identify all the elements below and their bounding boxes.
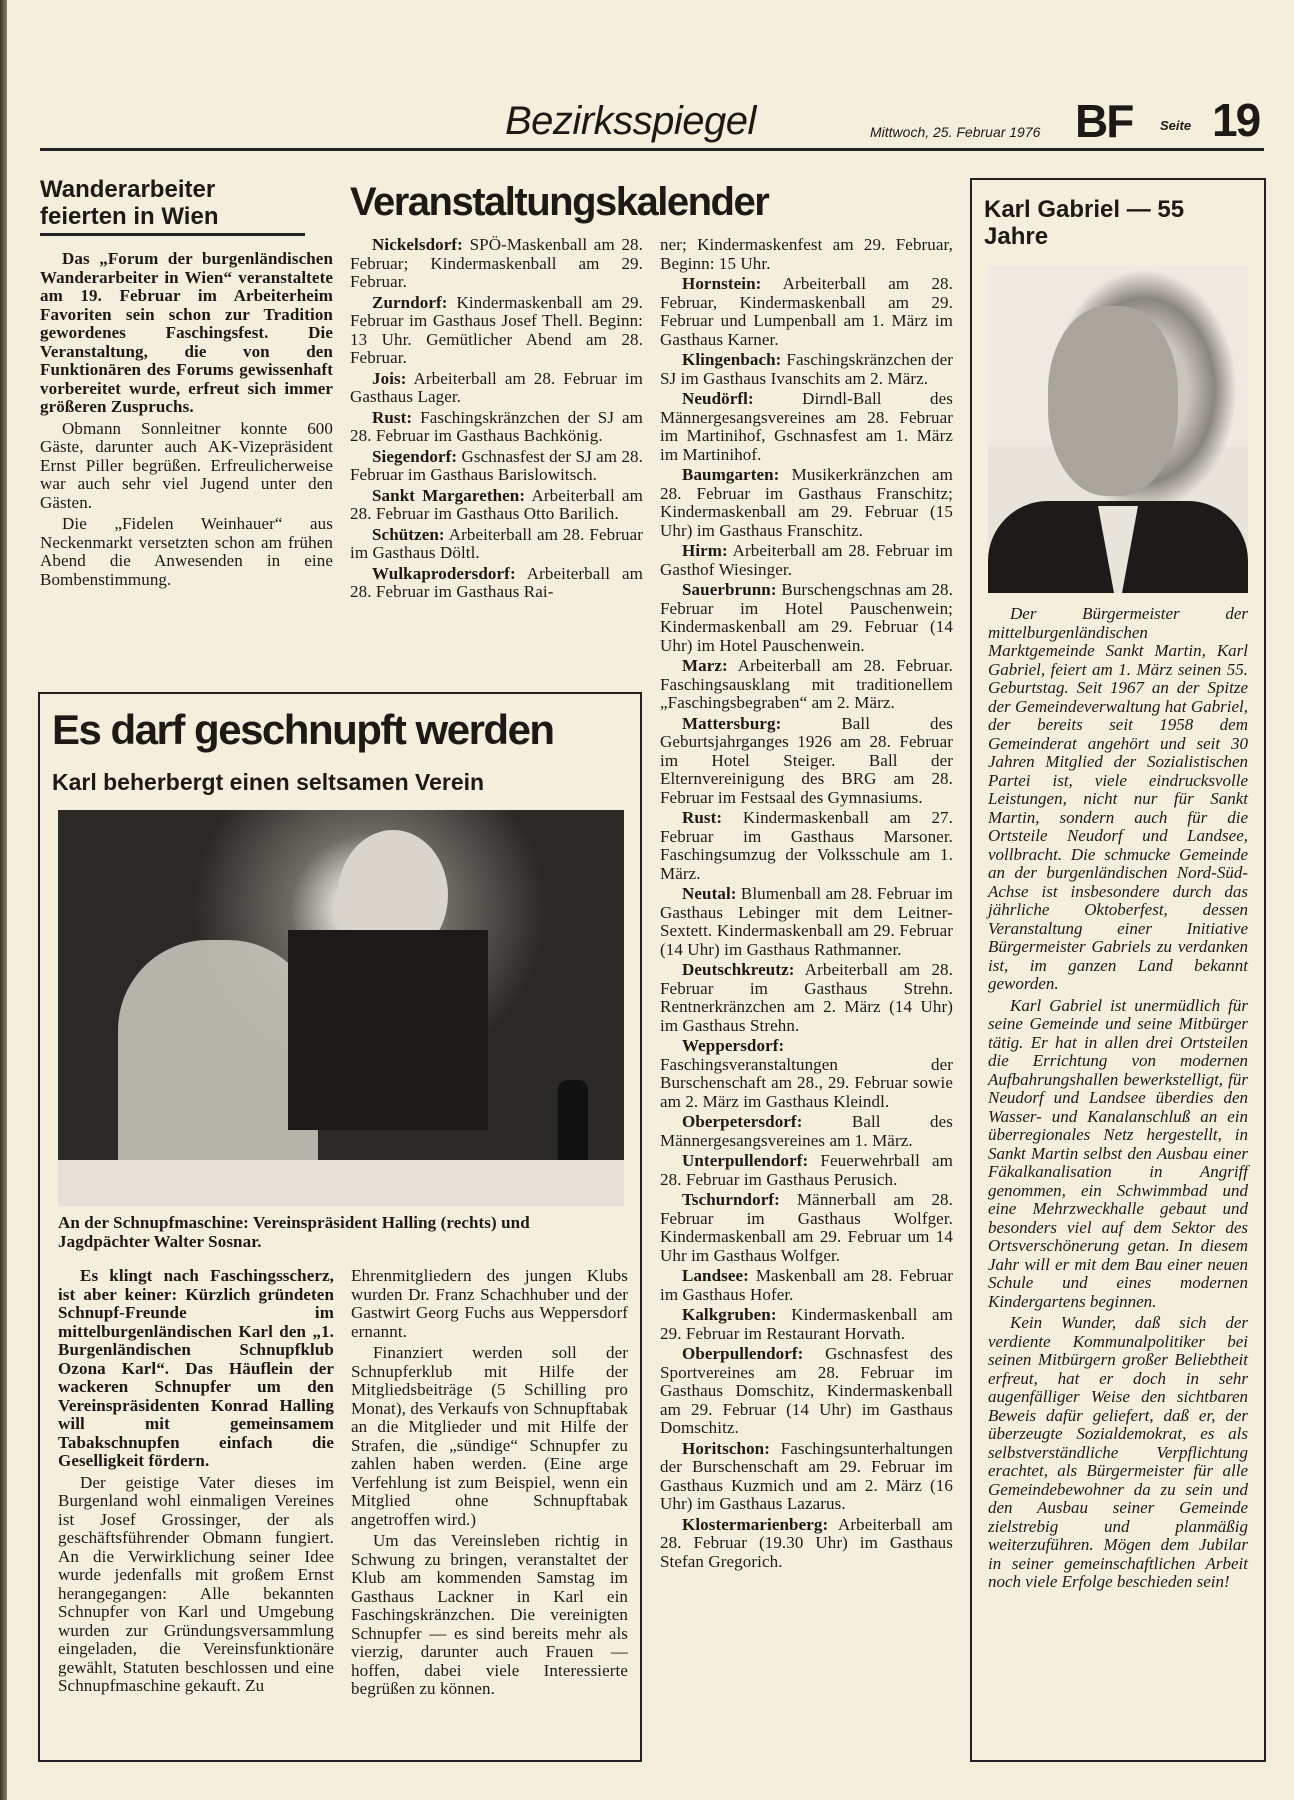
page-number: 19 (1212, 94, 1260, 146)
kalender-details: Blumenball am 28. Februar im Gasthaus Lebinger mit dem Leitner-Sextett. Kindermaskenball am 29. Februar (14 Uhr) im Gasthaus Rathmanner. (660, 884, 953, 959)
article-subtitle: Karl beherbergt einen seltsamen Verein (52, 769, 485, 795)
kalender-place: Schützen: (372, 524, 445, 544)
kalender-entry (350, 487, 643, 524)
kalender-entry (660, 1516, 953, 1572)
kalender-place: Nickelsdorf: (372, 235, 463, 254)
photo-table (58, 1160, 624, 1206)
article-headline: Wanderarbeiter feierten in Wien (40, 176, 305, 236)
kalender-place: Baumgarten: (682, 465, 780, 484)
article-body (988, 605, 1248, 1595)
kalender-place: Sauerbrunn: (682, 580, 777, 599)
kalender-place: Unterpullendorf: (682, 1151, 809, 1170)
kalender-entry (660, 1191, 953, 1265)
kalender-details: Faschingsunterhaltungen der Burschenschaft am 29. Februar im Gasthaus Kuzmich und am 2. März (16 Uhr) im Gasthaus Lazarus. (660, 1438, 953, 1513)
kalender-details: Kindermaskenball am 27. Februar im Gasthaus Marsoner. Faschingsumzug der Volksschule am 1. März. (660, 808, 953, 883)
kalender-details: Burschengschnas am 28. Februar im Hotel Pauschenwein; Kindermaskenball am 29. Februar (14 Uhr) im Hotel Pauschenwein. (660, 580, 953, 655)
page-binding-edge (0, 0, 7, 1800)
kalender-place: Hirm: (682, 541, 728, 560)
page-label: Seite (1160, 118, 1192, 133)
kalender-entry (660, 1037, 953, 1111)
article-paragraph: Obmann Sonnleitner konnte 600 Gäste, darunter auch AK-Vizepräsident Ernst Piller begrüßen. Erfreulicherweise war auch sehr viel Jugend unter den Gästen. (40, 418, 333, 512)
kalender-entry (660, 1345, 953, 1438)
kalender-details: Arbeiterball am 28. Februar im Gasthaus Döltl. (350, 524, 643, 562)
article-paragraph: Die „Fidelen Weinhauer“ aus Neckenmarkt versetzten schon am frühen Abend die Anwesenden in eine Bombenstimmung. (40, 514, 333, 589)
kalender-details: Faschingsveranstaltungen der Burschenschaft am 28., 29. Februar sowie am 2. März im Gasthaus Kleindl. (660, 1054, 953, 1111)
kalender-details: Gschnasfest des Sportvereines am 28. Februar im Gasthaus Domschitz, Kindermaskenball am 29. Februar (14 Uhr) im Gasthaus Domschitz. (660, 1344, 953, 1437)
kalender-entry (660, 1267, 953, 1304)
kalender-entry (350, 370, 643, 407)
article-paragraph: Um das Vereinsleben richtig in Schwung zu bringen, veranstaltet der Klub am kommenden Samstag im Gasthaus Lackner in Karl ein Faschingskränzchen. Die vereinigten Schnupfer — es sind bereits mehr als vierzig, darunter auch Frauen — hoffen, dabei viele Interessierte begrüßen zu können. (351, 1531, 628, 1698)
kalender-details: Arbeiterball am 28. Februar (19.30 Uhr) im Gasthaus Stefan Gregorich. (660, 1514, 953, 1571)
kalender-details: Arbeiterball am 28. Februar. Faschingsausklang mit traditionellem „Faschingsbegraben“ am 2. März. (660, 656, 953, 712)
kalender-column-2 (660, 236, 953, 1573)
kalender-details: Gschnasfest der SJ am 28. Februar im Gasthaus Barislowitsch. (350, 446, 643, 484)
kalender-place: Neutal: (682, 884, 737, 903)
article-paragraph: Ehrenmitgliedern des jungen Klubs wurden Dr. Franz Schachhuber und der Gastwirt Georg Fuchs aus Weppersdorf ernannt. (351, 1266, 628, 1341)
kalender-details: Arbeiterball am 28. Februar im Gasthaus Strehn. Rentnerkränzchen am 2. März (14 Uhr) im Gasthaus Strehn. (660, 960, 953, 1035)
kalender-place: Zurndorf: (372, 292, 448, 312)
kalender-details: Ball des Männergesangsvereines am 1. März. (660, 1112, 953, 1150)
kalender-entry (660, 1113, 953, 1150)
kalender-details: Arbeiterball am 28. Februar im Gasthaus Rai- (350, 563, 643, 601)
kalender-details: Arbeiterball am 28. Februar im Gasthaus Lager. (350, 368, 643, 406)
kalender-entry (660, 275, 953, 349)
kalender-entry (350, 565, 643, 602)
kalender-place: Marz: (682, 656, 728, 675)
kalender-place: Neudörfl: (682, 389, 754, 408)
kalender-place: Jois: (372, 368, 407, 388)
kalender-entry (660, 715, 953, 808)
kalender-entry (660, 390, 953, 464)
article-body (40, 250, 333, 589)
kalender-headline: Veranstaltungskalender (350, 180, 769, 224)
article-lead: Es klingt nach Faschingsscherz, ist aber keiner: Kürzlich gründeten Schnupf-Freunde im mittelburgenländischen Karl den „1. Burgenländischen Schnupfklub Ozona Karl“. Das Häuflein der wackeren Schnupfer um den Vereinspräsidenten Konrad Halling will mit gemeinsamem Tabakschnupfen einfach die Geselligkeit fördern. (58, 1266, 334, 1470)
kalender-place: Oberpetersdorf: (682, 1112, 803, 1131)
kalender-place: Hornstein: (682, 274, 762, 293)
kalender-details: Kindermaskenball am 29. Februar im Gasthaus Josef Thell. Beginn: 13 Uhr. Gemütlicher Abend am 28. Februar. (350, 292, 643, 367)
kalender-entry (350, 526, 643, 563)
kalender-place: Kalkgruben: (682, 1305, 777, 1324)
kalender-details: Feuerwehrball am 28. Februar im Gasthaus Perusich. (660, 1151, 953, 1189)
kalender-place: Tschurndorf: (682, 1190, 780, 1209)
kalender-details: Faschingskränzchen der SJ am 28. Februar im Gasthaus Bachkönig. (350, 407, 643, 445)
kalender-entry (660, 581, 953, 655)
kalender-entry (660, 1152, 953, 1189)
kalender-place: Horitschon: (682, 1438, 770, 1458)
kalender-place: Deutschkreutz: (682, 960, 795, 979)
kalender-entry (350, 409, 643, 446)
kalender-place: Mattersburg: (682, 713, 782, 733)
photo-caption: An der Schnupfmaschine: Vereinspräsident Halling (rechts) und Jagdpächter Walter Sosnar. (58, 1213, 530, 1251)
kalender-entry (660, 1440, 953, 1514)
kalender-continuation: ner; Kindermaskenfest am 29. Februar, Beginn: 15 Uhr. (660, 235, 953, 273)
kalender-place: Landsee: (682, 1266, 749, 1285)
paper-logo: BF (1075, 95, 1133, 147)
photo-figure (288, 930, 488, 1130)
article-wanderarbeiter (40, 176, 333, 592)
kalender-entry (660, 809, 953, 883)
article-paragraph: Der geistige Vater dieses im Burgenland wohl einmaligen Vereines ist Josef Grossinger, der als geschäftsführender Obmann fungiert. An die Verwirklichung seiner Idee wurde jedenfalls mit großem Ernst herangegangen: Alle bekannten Schnupfer von Karl und Umgebung wurden zur Gründungsversammlung eingeladen, die Vereinsfunktionäre gewählt, Statuten beschlossen und eine Schnupfmaschine gekauft. Zu (58, 1472, 334, 1695)
article-headline: Karl Gabriel — 55 Jahre (984, 196, 1185, 250)
kalender-details: Faschingskränzchen der SJ im Gasthaus Ivanschits am 2. März. (660, 350, 953, 388)
kalender-details: Musikerkränzchen am 28. Februar im Gasthaus Franschitz; Kindermaskenball am 29. Februar (15 Uhr) im Gasthaus Franschitz. (660, 465, 953, 540)
article-lead: Das „Forum der burgenländischen Wanderarbeiter in Wien“ veranstaltete am 19. Februar im Arbeiterheim Favoriten sein schon zur Tradition gewordenes Faschingsfest. Die Veranstaltung, die von den Funktionären des Forums gewissenhaft vorbereitet wurde, erfreut sich immer größeren Zuspruchs. (40, 249, 333, 416)
kalender-entry (660, 885, 953, 959)
kalender-details: Dirndl-Ball des Männergesangsvereines am 28. Februar im Martinihof, Gschnasfest am 1. März im Martinihof. (660, 389, 953, 464)
kalender-entry (350, 236, 643, 292)
kalender-details: SPÖ-Maskenball am 28. Februar; Kindermaskenball am 29. Februar. (350, 235, 643, 291)
article-column-2 (351, 1267, 628, 1702)
article-paragraph: Kein Wunder, daß sich der verdiente Kommunalpolitiker bei seinen Mitbürgern großer Beliebtheit erfreut, hat er doch in sehr augenfälliger Weise den sichtbaren Beweis dafür geliefert, daß er, der überzeugte Sozialdemokrat, es als selbstverständliche Verpflichtung erachtet, als Bürgermeister für alle Gemeindebewohner da zu sein und den Ausbau seiner Gemeinde zielstrebig und planmäßig weiterzuführen. Mögen dem Jubilar in seiner gemeinschaftlichen Arbeit noch viele Erfolge beschieden sein! (988, 1313, 1248, 1591)
kalender-details: Arbeiterball am 28. Februar, Kindermaskenball am 29. Februar und Lumpenball am 1. März im Gasthaus Karner. (660, 274, 953, 349)
kalender-entry (660, 351, 953, 388)
header-rule (40, 148, 1264, 151)
kalender-place: Wulkaprodersdorf: (372, 563, 516, 583)
kalender-details: Ball des Geburtsjahrganges 1926 am 28. Februar im Hotel Steiger. Ball der Elternvereinigung des BRG am 28. Februar im Festsaal des Gymnasiums. (660, 713, 953, 807)
kalender-place: Rust: (682, 808, 723, 827)
article-paragraph: Der Bürgermeister der mittelburgenländischen Marktgemeinde Sankt Martin, Karl Gabriel, feiert am 1. März seinen 55. Geburtstag. Seit 1967 an der Spitze der Gemeindeverwaltung hat Gabriel, der bereits seit 1958 dem Gemeinderat angehört und seit 30 Jahren Mitglied der Sozialistischen Partei ist, viele eindrucksvolle Leistungen, nicht nur für Sankt Martin, sondern auch für die Ortsteile Neudorf und Landsee, vollbracht. Die schmucke Gemeinde an der burgenländischen Nord-Süd-Achse ist insbesondere durch das jährliche Oktoberfest, dessen Veranstaltung einer Initiative Bürgermeister Gabriels zu verdanken ist, im ganzen Land bekannt geworden. (988, 604, 1248, 993)
kalender-entry (660, 466, 953, 540)
kalender-entry (660, 657, 953, 713)
kalender-place: Oberpullendorf: (682, 1344, 804, 1363)
portrait-photo (988, 266, 1248, 593)
kalender-entry (660, 1306, 953, 1343)
kalender-place: Sankt Margarethen: (372, 485, 526, 505)
issue-date: Mittwoch, 25. Februar 1976 (870, 124, 1041, 140)
portrait-face (1048, 306, 1178, 496)
kalender-place: Klostermarienberg: (682, 1514, 829, 1534)
article-photo (58, 810, 624, 1206)
kalender-place: Klingenbach: (682, 350, 782, 369)
kalender-details: Kindermaskenball am 29. Februar im Restaurant Horvath. (660, 1305, 953, 1343)
kalender-entry (660, 542, 953, 579)
kalender-entry (350, 294, 643, 368)
article-gabriel-box (970, 178, 1266, 1762)
article-column-1 (58, 1267, 334, 1699)
kalender-place: Rust: (372, 407, 413, 427)
kalender-details: Männerball am 28. Februar im Gasthaus Wolfger. Kindermaskenball am 29. Februar um 14 Uhr im Gasthaus Wolfger. (660, 1190, 953, 1265)
article-headline: Es darf geschnupft werden (52, 706, 554, 753)
kalender-place: Weppersdorf: (682, 1036, 785, 1055)
kalender-details: Arbeiterball am 28. Februar im Gasthof Wiesinger. (660, 541, 953, 579)
article-schnupf-box (38, 692, 642, 1762)
kalender-entry (350, 448, 643, 485)
kalender-column-1 (350, 236, 643, 604)
kalender-details: Arbeiterball am 28. Februar im Gasthaus Otto Barilich. (350, 485, 644, 523)
kalender-place: Siegendorf: (372, 446, 458, 466)
kalender-entry (660, 961, 953, 1035)
article-paragraph: Finanziert werden soll der Schnupferklub mit Hilfe der Mitgliedsbeiträge (5 Schilling pro Monat), des Verkaufs von Schnupftabak an die Mitglieder und mit Hilfe der Strafen, die „sündige“ Schnupfer zu zahlen haben werden. (Eine arge Verfehlung ist zum Beispiel, wenn ein Mitglied ohne Schnupftabak angetroffen wird.) (351, 1343, 628, 1529)
kalender-details: Maskenball am 28. Februar im Gasthaus Hofer. (660, 1266, 953, 1304)
section-title: Bezirksspiegel (505, 99, 756, 143)
article-paragraph: Karl Gabriel ist unermüdlich für seine Gemeinde und seine Mitbürger tätig. Er hat in allen drei Ortsteilen die Errichtung von modernen Aufbahrungshallen bewerkstelligt, für Neudorf und Landsee überdies den Wasser- und Kanalanschluß an ein überregionales Netz hergestellt, in Sankt Martin selbst den Ausbau einer Fäkalkanalisation in Angriff genommen, ein Schwimmbad und eine Mehrzweckhalle gebaut und besonders viel auf dem Sektor des Ortsverschönerung getan. In diesem Jahr will er mit dem Bau einer neuen Schule und eines modernen Kindergartens beginnen. (988, 995, 1248, 1311)
